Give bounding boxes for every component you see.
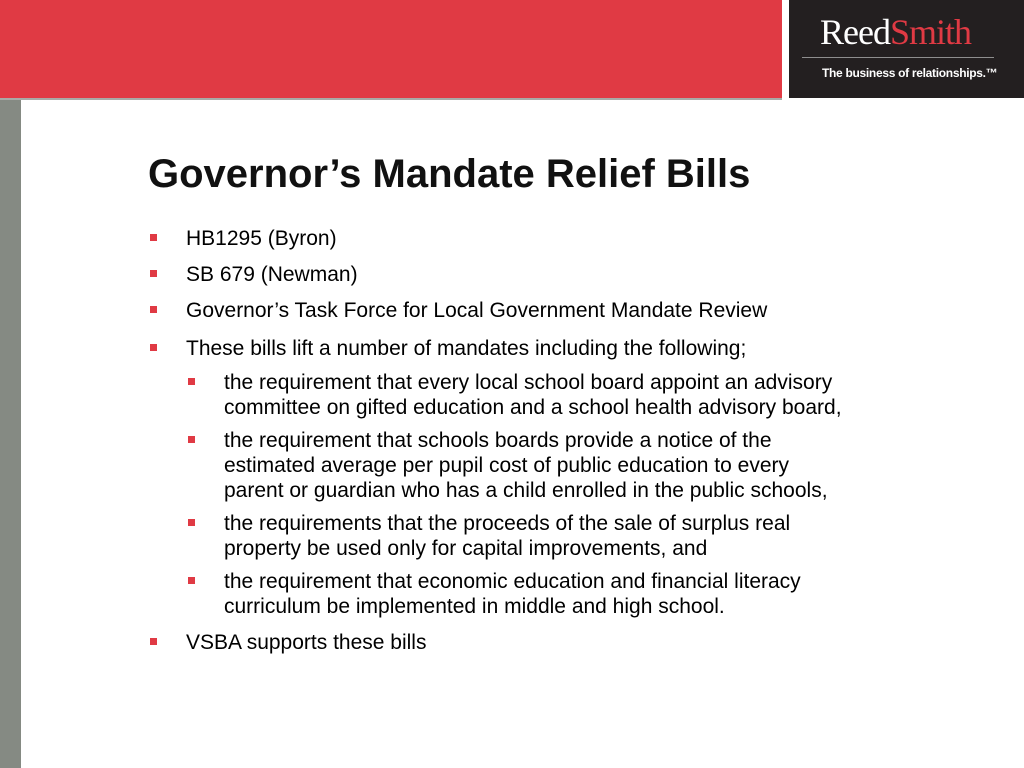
- logo-smith: Smith: [889, 12, 971, 52]
- logo-reed: Reed: [820, 12, 890, 52]
- sub-bullet-marker-icon: [188, 519, 195, 526]
- bullet-marker-icon: [150, 306, 157, 313]
- sub-bullet-marker-icon: [188, 577, 195, 584]
- sub-bullet-marker-icon: [188, 378, 195, 385]
- bullet-marker-icon: [150, 638, 157, 645]
- slide-title: Governor’s Mandate Relief Bills: [148, 152, 751, 196]
- bullet-marker-icon: [150, 270, 157, 277]
- bullet-item: These bills lift a number of mandates including the following;: [186, 337, 747, 360]
- sub-bullet-line: the requirement that every local school board appoint an advisory: [224, 371, 833, 394]
- bullet-item: SB 679 (Newman): [186, 263, 358, 286]
- sub-bullet-line: committee on gifted education and a school health advisory board,: [224, 396, 842, 419]
- bullet-item: HB1295 (Byron): [186, 227, 337, 250]
- bullet-item: Governor’s Task Force for Local Government Mandate Review: [186, 299, 768, 322]
- bullet-marker-icon: [150, 234, 157, 241]
- bullet-item: VSBA supports these bills: [186, 631, 427, 654]
- bullet-marker-icon: [150, 344, 157, 351]
- logo-tagline: The business of relationships.™: [822, 66, 998, 80]
- sub-bullet-line: the requirements that the proceeds of the sale of surplus real: [224, 512, 791, 535]
- sub-bullet-marker-icon: [188, 436, 195, 443]
- sub-bullet-line: parent or guardian who has a child enrolled in the public schools,: [224, 479, 828, 502]
- sub-bullet-line: the requirement that schools boards provide a notice of the: [224, 429, 772, 452]
- sub-bullet-line: curriculum be implemented in middle and high school.: [224, 595, 725, 618]
- sub-bullet-line: property be used only for capital improvements, and: [224, 537, 708, 560]
- sub-bullet-line: the requirement that economic education and financial literacy: [224, 570, 801, 593]
- sub-bullet-line: estimated average per pupil cost of public education to every: [224, 454, 790, 477]
